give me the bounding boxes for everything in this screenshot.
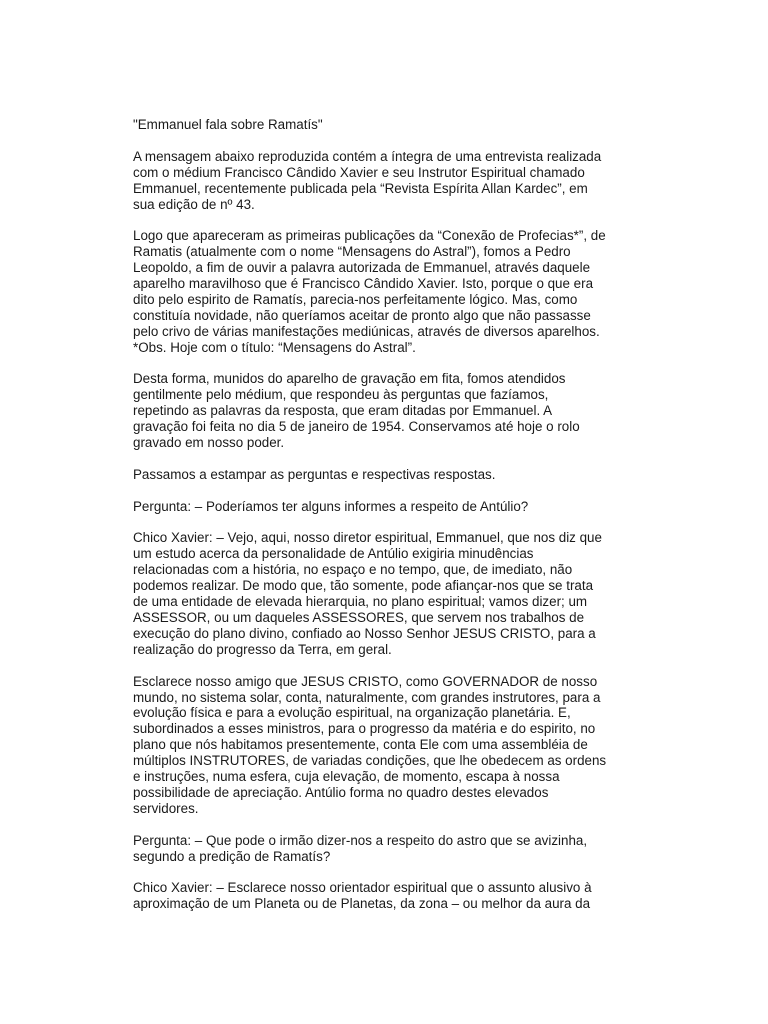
paragraph-answer-1-cont: Esclarece nosso amigo que JESUS CRISTO, como GOVERNADOR de nosso mundo, no sistema solar, conta, naturalmente, com grandes instrutores, para a evolução física e para a evolução espiritual, na organização planetária. E, subordinados a esses ministros, para o progresso da matéria e do espirito, no plano que nós habitamos presentemente, conta Ele com uma assembléia de múltiplos INSTRUTORES, de variadas condições, que lhe obedecem as ordens e instruções, numa esfera, cuja elevação, de momento, escapa à nossa possibilidade de apreciação. Antúlio forma no quadro destes elevados servidores. — [133, 673, 607, 816]
paragraph-recording: Desta forma, munidos do aparelho de gravação em fita, fomos atendidos gentilmente pelo médium, que respondeu às perguntas que fazíamos, repetindo as palavras da resposta, que eram ditadas por Emmanuel. A gravação foi feita no dia 5 de janeiro de 1954. Conservamos até hoje o rolo gravado em nosso poder. — [133, 371, 580, 451]
paragraph-question-1: Pergunta: – Poderíamos ter alguns informes a respeito de Antúlio? — [133, 498, 529, 514]
paragraph-answer-1: Chico Xavier: – Vejo, aqui, nosso diretor espiritual, Emmanuel, que nos diz que um estudo acerca da personalidade de Antúlio exigiria minudências relacionadas com a história, no espaço e no tempo, que, de imediato, não podemos realizar. De modo que, tão somente, pode afiançar-nos que se trata de uma entidade de elevada hierarquia, no plano espiritual; vamos dizer; um ASSESSOR, ou um daqueles ASSESSORES, que servem nos trabalhos de execução do plano divino, confiado ao Nosso Senhor JESUS CRISTO, para a realização do progresso da Terra, em geral. — [133, 530, 602, 657]
paragraph-question-2: Pergunta: – Que pode o irmão dizer-nos a respeito do astro que se avizinha, segundo a predição de Ramatís? — [133, 832, 588, 864]
paragraph-transition: Passamos a estampar as perguntas e respectivas respostas. — [133, 466, 496, 482]
paragraph-answer-2: Chico Xavier: – Esclarece nosso orientador espiritual que o assunto alusivo à aproximação de um Planeta ou de Planetas, da zona – ou melhor da aura da — [133, 880, 592, 912]
document-title: "Emmanuel fala sobre Ramatís" — [133, 117, 323, 132]
paragraph-background: Logo que apareceram as primeiras publicações da “Conexão de Profecias*”, de Ramatis (atualmente com o nome “Mensagens do Astral”), fomos a Pedro Leopoldo, a fim de ouvir a palavra autorizada de Emmanuel, através daquele aparelho maravilhoso que é Francisco Cândido Xavier. Isto, porque o que era dito pelo espirito de Ramatís, parecia-nos perfeitamente lógico. Mas, como constituía novidade, não queríamos aceitar de pronto algo que não passasse pelo crivo de várias manifestações mediúnicas, através de diversos aparelhos. *Obs. Hoje com o título: “Mensagens do Astral”. — [133, 228, 606, 355]
paragraph-intro: A mensagem abaixo reproduzida contém a íntegra de uma entrevista realizada com o médium Francisco Cândido Xavier e seu Instrutor Espiritual chamado Emmanuel, recentemente publicada pela “Revista Espírita Allan Kardec”, em sua edição de nº 43. — [133, 148, 602, 212]
document-page — [133, 117, 633, 928]
